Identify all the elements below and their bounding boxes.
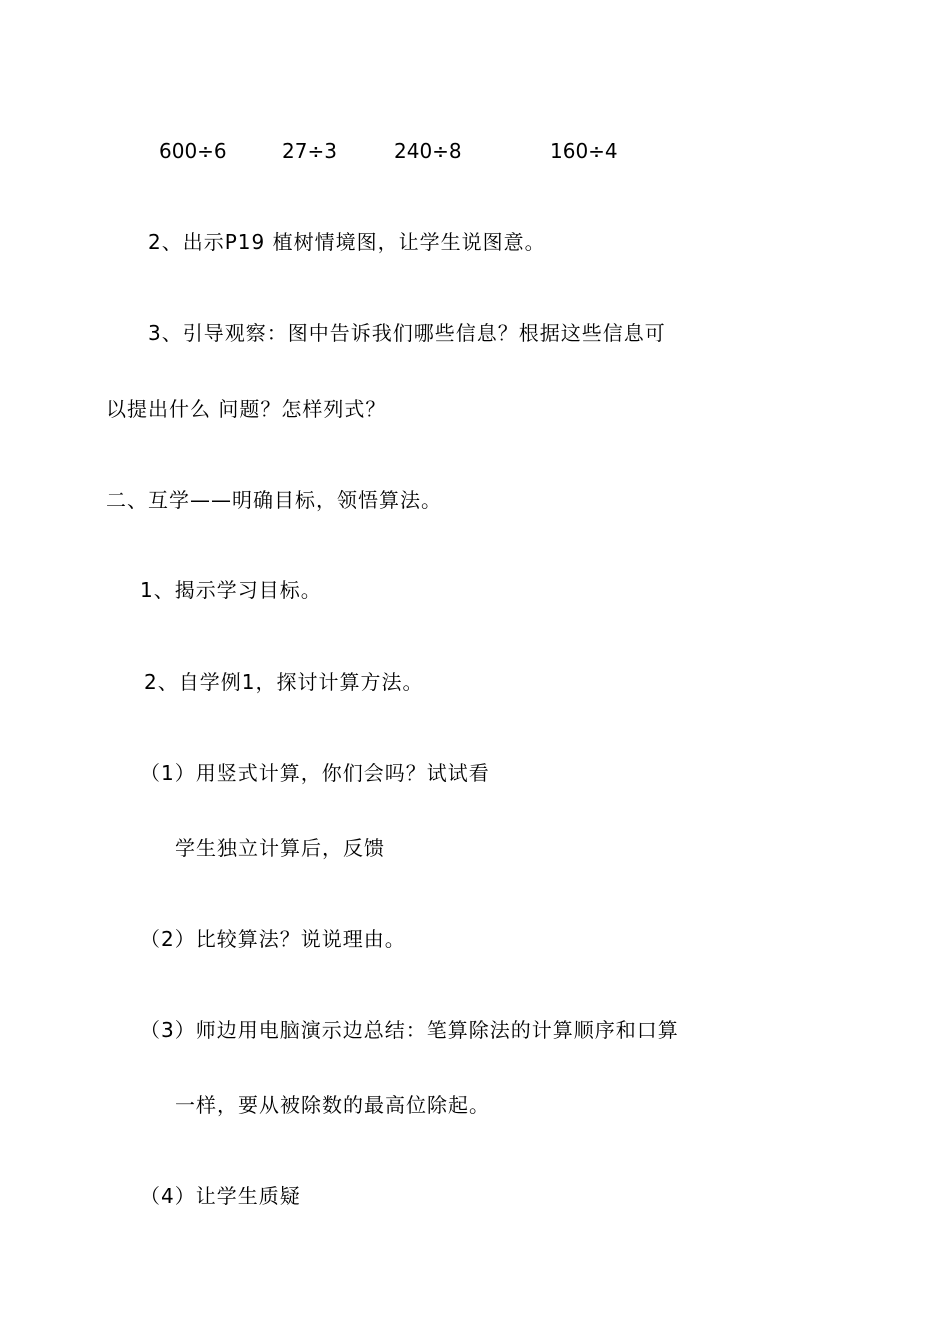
step-3-guide-observe: 3、引导观察：图中告诉我们哪些信息？根据这些信息可	[148, 321, 666, 345]
step-2-show-scene: 2、出示P19 植树情境图，让学生说图意。	[148, 230, 546, 254]
section-heading-2: 二、互学——明确目标，领悟算法。	[106, 488, 442, 512]
item-2-self-study: 2、自学例1，探讨计算方法。	[144, 670, 424, 694]
expression-600-div-6: 600÷6	[159, 139, 227, 163]
sub-item-1-feedback: 学生独立计算后，反馈	[175, 836, 385, 860]
sub-item-4-questions: （4）让学生质疑	[140, 1184, 301, 1208]
expression-27-div-3: 27÷3	[282, 139, 337, 163]
sub-item-3-continued: 一样，要从被除数的最高位除起。	[175, 1093, 490, 1117]
step-3-continued: 以提出什么 问题？怎样列式？	[106, 397, 387, 421]
expression-160-div-4: 160÷4	[550, 139, 618, 163]
expression-240-div-8: 240÷8	[394, 139, 462, 163]
sub-item-3-summary: （3）师边用电脑演示边总结：笔算除法的计算顺序和口算	[140, 1018, 679, 1042]
sub-item-2-compare: （2）比较算法？说说理由。	[140, 927, 406, 951]
item-1-reveal-goals: 1、揭示学习目标。	[140, 578, 322, 602]
sub-item-1-vertical-calc: （1）用竖式计算，你们会吗？试试看	[140, 761, 490, 785]
